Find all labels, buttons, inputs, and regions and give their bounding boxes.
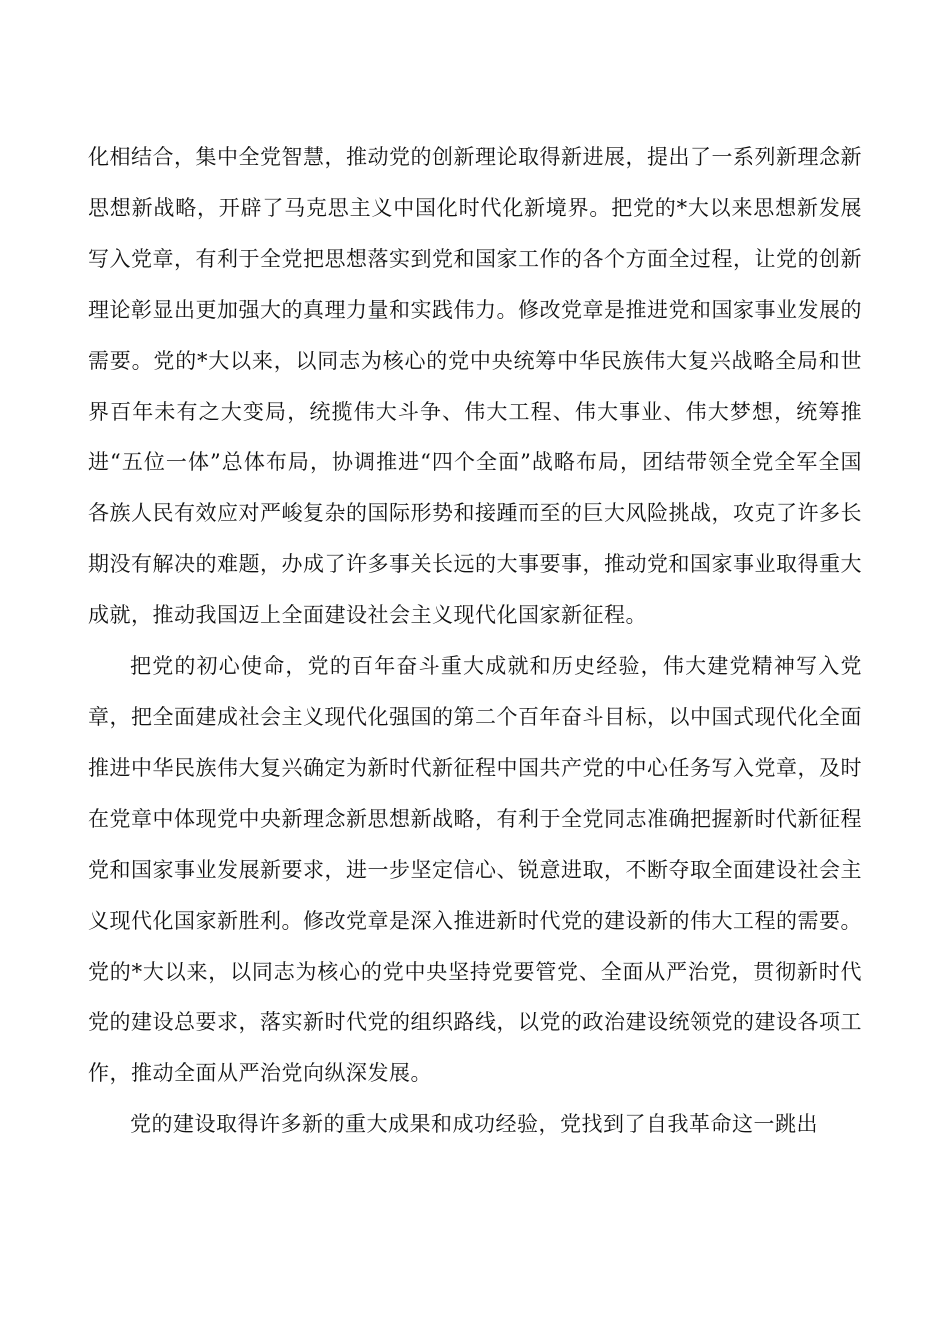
paragraph-1: 化相结合，集中全党智慧，推动党的创新理论取得新进展，提出了一系列新理念新思想新战略，开辟了马克思主义中国化时代化新境界。把党的*大以来思想新发展写入党章，有利于全党把思想落实到党和国家工作的各个方面全过程，让党的创新理论彰显出更加强大的真理力量和实践伟力。修改党章是推进党和国家事业发展的需要。党的*大以来，以同志为核心的党中央统筹中华民族伟大复兴战略全局和世界百年未有之大变局，统揽伟大斗争、伟大工程、伟大事业、伟大梦想，统筹推进“五位一体”总体布局，协调推进“四个全面”战略布局，团结带领全党全军全国各族人民有效应对严峻复杂的国际形势和接踵而至的巨大风险挑战，攻克了许多长期没有解决的难题，办成了许多事关长远的大事要事，推动党和国家事业取得重大成就，推动我国迈上全面建设社会主义现代化国家新征程。 [88, 145, 862, 628]
document-body [88, 132, 862, 1150]
paragraph-3: 党的建设取得许多新的重大成果和成功经验，党找到了自我革命这一跳出 [130, 1112, 818, 1137]
paragraph-2: 把党的初心使命，党的百年奋斗重大成就和历史经验，伟大建党精神写入党章，把全面建成社会主义现代化强国的第二个百年奋斗目标，以中国式现代化全面推进中华民族伟大复兴确定为新时代新征程中国共产党的中心任务写入党章，及时在党章中体现党中央新理念新思想新战略，有利于全党同志准确把握新时代新征程党和国家事业发展新要求，进一步坚定信心、锐意进取，不断夺取全面建设社会主义现代化国家新胜利。修改党章是深入推进新时代党的建设新的伟大工程的需要。党的*大以来，以同志为核心的党中央坚持党要管党、全面从严治党，贯彻新时代党的建设总要求，落实新时代党的组织路线，以党的政治建设统领党的建设各项工作，推动全面从严治党向纵深发展。 [88, 654, 862, 1086]
